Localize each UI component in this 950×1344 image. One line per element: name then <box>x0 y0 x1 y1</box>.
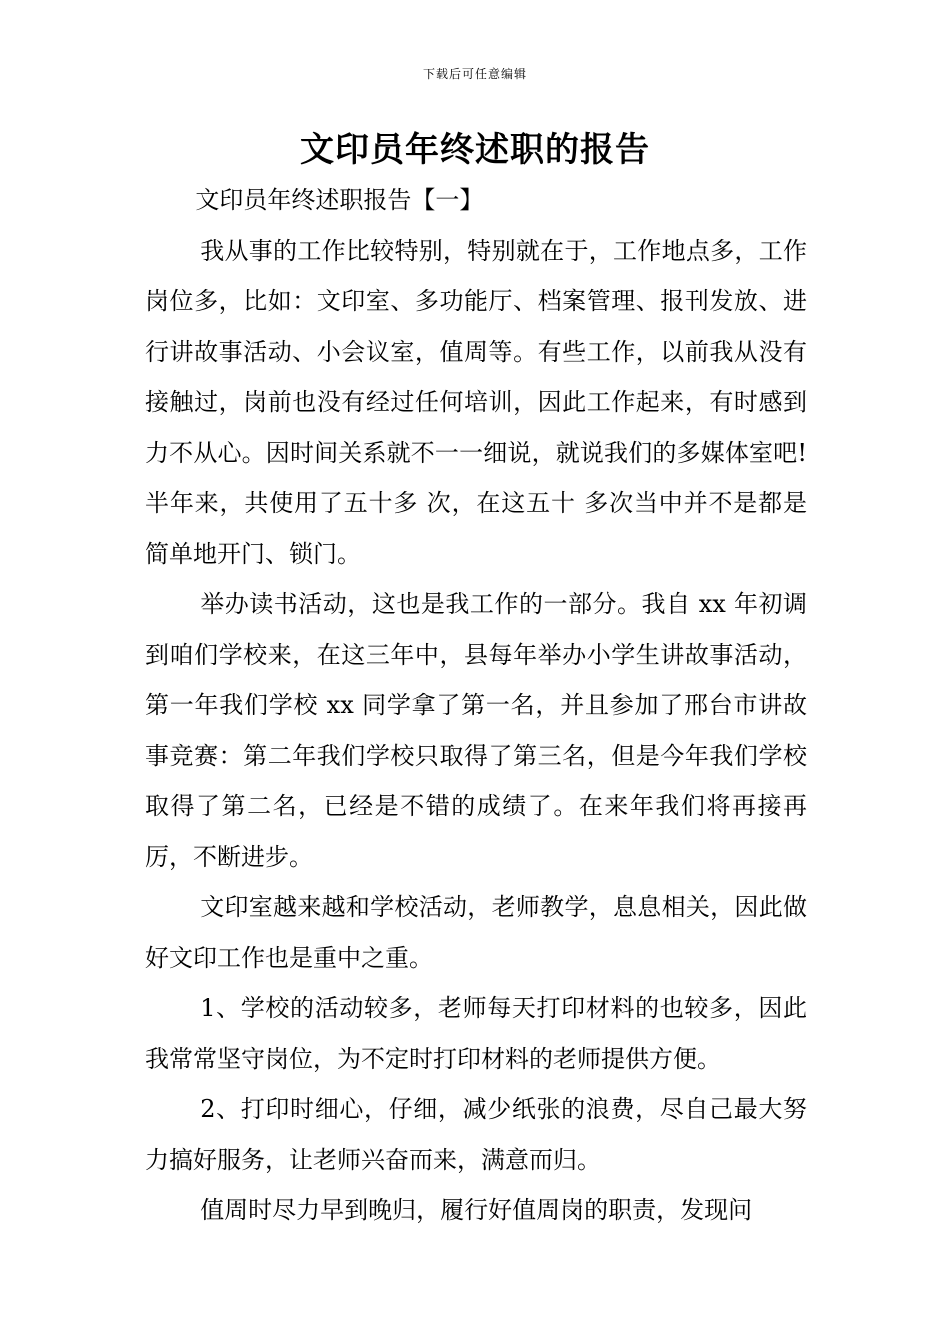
body-paragraph: 值周时尽力早到晚归，履行好值周岗的职责，发现问 <box>200 1196 753 1224</box>
body-paragraph: 我从事的工作比较特别，特别就在于，工作地点多，工作岗位多，比如：文印室、多功能厅、档案管理、报刊发放、进行讲故事活动、小会议室，值周等。有些工作，以前我从没有接触过，岗前也没有经过任何培训，因此工作起来，有时感到力不从心。因时间关系就不一一细说，就说我们的多媒体室吧!半年来，共使用了五十多 次，在这五十 多次当中并不是都是简单地开门、锁门。 <box>145 236 807 568</box>
header-note: 下载后可任意编辑 <box>422 67 527 81</box>
body-paragraph: 1、学校的活动较多，老师每天打印材料的也较多，因此我常常坚守岗位，为不定时打印材料的老师提供方便。 <box>145 994 807 1073</box>
body-paragraph: 文印室越来越和学校活动，老师教学，息息相关，因此做好文印工作也是重中之重。 <box>145 893 807 972</box>
document-body <box>145 175 807 1236</box>
body-paragraph: 2、打印时细心，仔细，减少纸张的浪费，尽自己最大努力搞好服务，让老师兴奋而来，满意而归。 <box>145 1095 807 1174</box>
document-title: 文印员年终述职的报告 <box>300 130 650 170</box>
body-paragraph: 举办读书活动，这也是我工作的一部分。我自 xx 年初调到咱们学校来，在这三年中，县每年举办小学生讲故事活动，第一年我们学校 xx 同学拿了第一名，并且参加了邢台市讲故事竞赛：第二年我们学校只取得了第三名，但是今年我们学校取得了第二名，已经是不错的成绩了。在来年我们将再接再厉，不断进步。 <box>145 590 807 871</box>
document-subtitle: 文印员年终述职报告【一】 <box>195 186 484 214</box>
